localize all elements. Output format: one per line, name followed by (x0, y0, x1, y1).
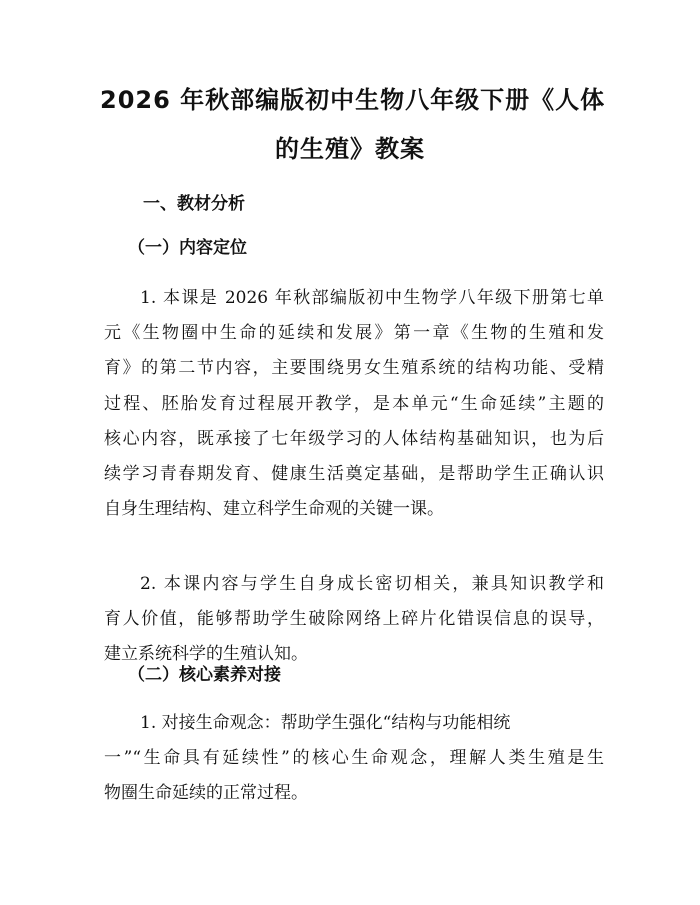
subsection-heading-content-positioning: （一）内容定位 (128, 238, 247, 258)
paragraph-line: 一”“生命具有延续性”的核心生命观念，理解人类生殖是生 (104, 748, 604, 769)
paragraph-3 (104, 706, 604, 812)
paragraph-2 (104, 567, 604, 673)
paragraph-line: 1. 对接生命观念：帮助学生强化“结构与功能相统 (140, 713, 511, 733)
paragraph-line: 过程、胚胎发育过程展开教学，是本单元“生命延续”主题的 (104, 393, 604, 414)
paragraph-1 (104, 281, 604, 527)
paragraph-line: 1. 本课是 2026 年秋部编版初中生物学八年级下册第七单 (140, 288, 604, 308)
paragraph-line: 育》的第二节内容，主要围绕男女生殖系统的结构功能、受精 (104, 358, 604, 379)
paragraph-line: 2. 本课内容与学生自身成长密切相关，兼具知识教学和 (140, 574, 604, 594)
document-title-line-2: 的生殖》教案 (275, 135, 425, 163)
paragraph-line: 自身生理结构、建立科学生命观的关键一课。 (104, 499, 444, 520)
paragraph-line: 建立系统科学的生殖认知。 (104, 644, 308, 665)
document-title-line-1: 2026 年秋部编版初中生物八年级下册《人体 (100, 86, 606, 114)
paragraph-line: 核心内容，既承接了七年级学习的人体结构基础知识，也为后 (104, 428, 604, 449)
paragraph-line: 物圈生命延续的正常过程。 (104, 783, 308, 804)
paragraph-line: 育人价值，能够帮助学生破除网络上碎片化错误信息的误导， (104, 609, 604, 630)
section-heading-textbook-analysis: 一、教材分析 (143, 194, 245, 214)
paragraph-line: 元《生物圈中生命的延续和发展》第一章《生物的生殖和发 (104, 323, 604, 344)
paragraph-line: 续学习青春期发育、健康生活奠定基础，是帮助学生正确认识 (104, 463, 604, 484)
subsection-heading-core-literacy: （二）核心素养对接 (128, 665, 281, 685)
